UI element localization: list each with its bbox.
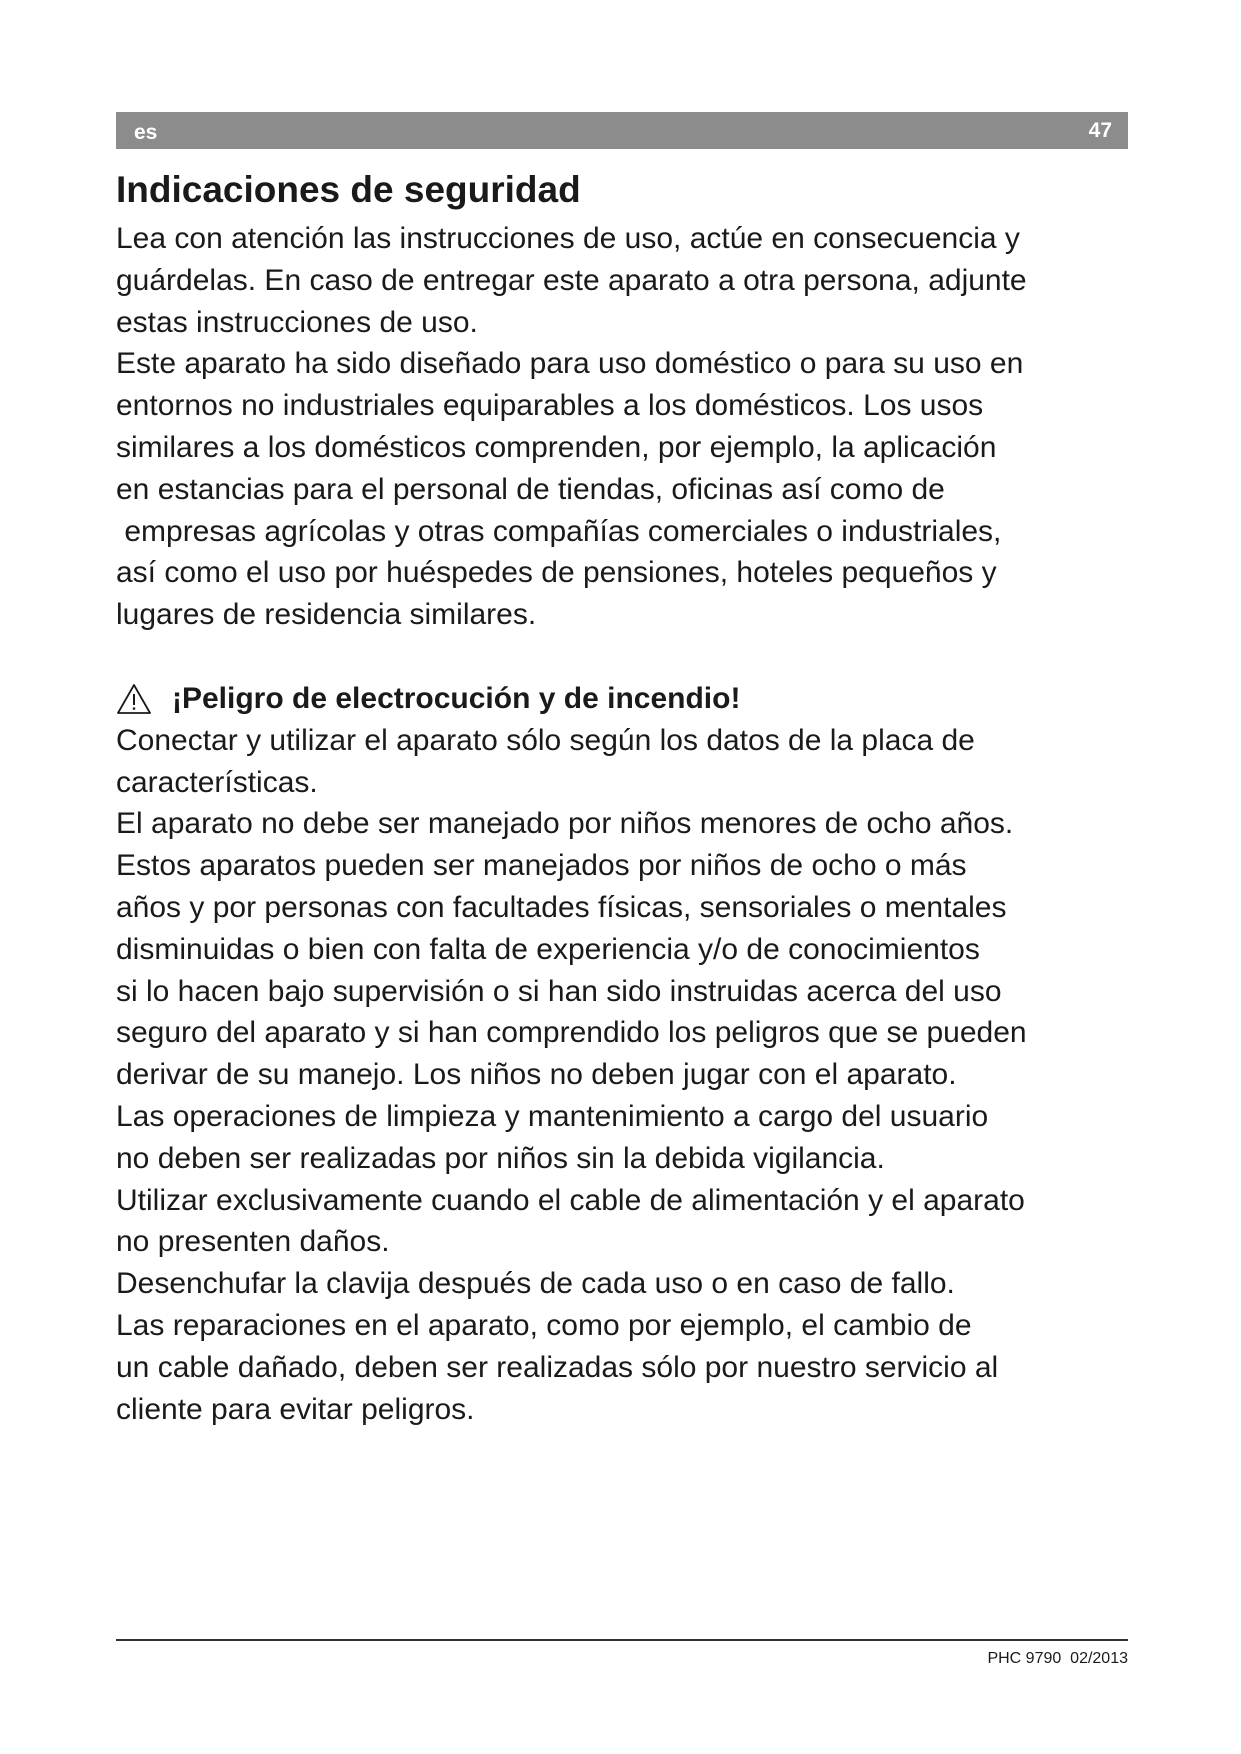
- warning-heading-text: ¡Peligro de electrocución y de incendio!: [172, 681, 741, 715]
- language-code: es: [134, 121, 158, 144]
- text-line: lugares de residencia similares.: [116, 598, 537, 632]
- warning-paragraph: [116, 720, 1146, 1431]
- footer-divider: [116, 1639, 1128, 1641]
- text-line: si lo hacen bajo supervisión o si han sido instruidas acerca del uso: [116, 974, 1002, 1008]
- text-line: Las operaciones de limpieza y mantenimiento a cargo del usuario: [116, 1099, 989, 1133]
- text-line: características.: [116, 765, 318, 799]
- text-line: empresas agrícolas y otras compañías comerciales o industriales,: [116, 514, 1002, 548]
- text-line: similares a los domésticos comprenden, por ejemplo, la aplicación: [116, 430, 997, 464]
- text-line: un cable dañado, deben ser realizadas sólo por nuestro servicio al: [116, 1350, 999, 1384]
- text-line: Lea con atención las instrucciones de uso, actúe en consecuencia y: [116, 222, 1020, 255]
- text-line: seguro del aparato y si han comprendido los peligros que se pueden: [116, 1016, 1027, 1050]
- text-line: años y por personas con facultades físicas, sensoriales o mentales: [116, 890, 1007, 924]
- text-line: no deben ser realizadas por niños sin la debida vigilancia.: [116, 1141, 885, 1175]
- text-line: Conectar y utilizar el aparato sólo según los datos de la placa de: [116, 723, 975, 757]
- page-number: 47: [1088, 119, 1112, 142]
- text-line: Utilizar exclusivamente cuando el cable de alimentación y el aparato: [116, 1183, 1025, 1217]
- text-line: disminuidas o bien con falta de experiencia y/o de conocimientos: [116, 932, 980, 966]
- footer-model-date: PHC 9790 02/2013: [987, 1650, 1128, 1667]
- warning-heading: [116, 678, 1146, 720]
- section-title: Indicaciones de seguridad: [116, 169, 581, 210]
- text-line: El aparato no debe ser manejado por niños menores de ocho años.: [116, 807, 1014, 841]
- warning-triangle-icon: [116, 683, 152, 715]
- text-line: derivar de su manejo. Los niños no deben jugar con el aparato.: [116, 1058, 957, 1092]
- text-line: en estancias para el personal de tiendas, oficinas así como de: [116, 472, 945, 506]
- text-line: Este aparato ha sido diseñado para uso doméstico o para su uso en: [116, 347, 1024, 381]
- text-line: cliente para evitar peligros.: [116, 1392, 475, 1426]
- text-line: Desenchufar la clavija después de cada uso o en caso de fallo.: [116, 1267, 955, 1301]
- text-line: Estos aparatos pueden ser manejados por niños de ocho o más: [116, 849, 967, 883]
- paragraph-spacer: [116, 636, 1146, 678]
- page-header-bar: [116, 112, 1128, 149]
- text-line: así como el uso por huéspedes de pensiones, hoteles pequeños y: [116, 556, 997, 590]
- text-line: Las reparaciones en el aparato, como por ejemplo, el cambio de: [116, 1308, 972, 1342]
- intro-paragraph: [116, 218, 1146, 636]
- text-line: guárdelas. En caso de entregar este aparato a otra persona, adjunte: [116, 263, 1027, 297]
- text-line: no presenten daños.: [116, 1225, 390, 1259]
- page-content: [116, 166, 1146, 1430]
- text-line: estas instrucciones de uso.: [116, 305, 478, 339]
- text-line: entornos no industriales equiparables a los domésticos. Los usos: [116, 389, 984, 423]
